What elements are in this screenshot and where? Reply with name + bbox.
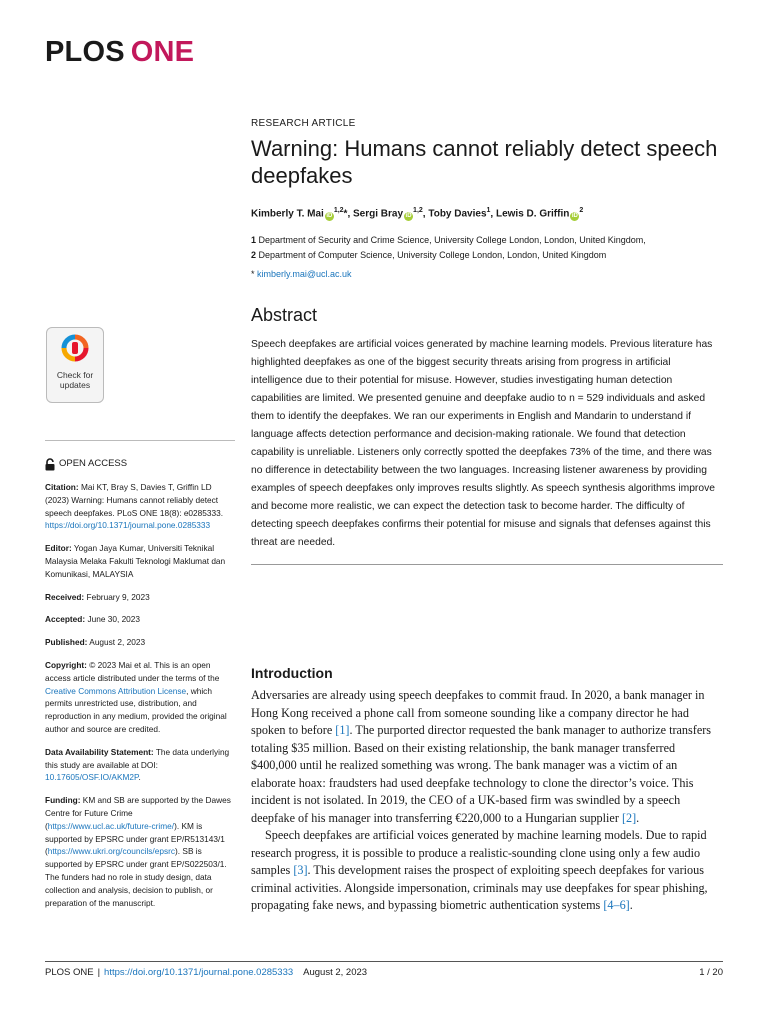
article-title: Warning: Humans cannot reliably detect speech deepfakes xyxy=(251,136,718,188)
check-for-updates-badge[interactable] xyxy=(46,327,104,403)
orcid-icon[interactable]: iD xyxy=(405,213,412,220)
footer-journal: PLOS ONE xyxy=(45,967,94,978)
published-date: August 2, 2023 xyxy=(89,637,146,648)
introduction-heading: Introduction xyxy=(251,665,333,681)
funding-block xyxy=(45,794,237,909)
footer-divider xyxy=(45,961,723,962)
abstract-divider xyxy=(251,564,723,565)
intro-text: . This development raises the prospect of exploiting speech deepfakes for various criminal activities. Alongside impersonation, criminals may use deepfakes for spear phishing, propagating fake news, and bypassing biometric authentication systems xyxy=(251,863,708,912)
intro-text: . The purported director requested the bank manager to authorize transfers totaling $35 million. Based on their existing relationship, the bank manager transferred $400,000 until he realized something was wrong. The bank manager was a victim of an elaborate hoax: fraudsters had used deepfake technology to clone the director’s voice. This incident is not isolated. In 2019, the CEO of a UK-based firm was swindled by a speech deepfake of his manager into transferring €220,000 to a Hungarian supplier xyxy=(251,723,712,825)
intro-text: . xyxy=(636,810,640,825)
editor-text: Yogan Jaya Kumar, Universiti Teknikal Malaysia Melaka Fakulti Teknologi Maklumat dan Komunikasi, MALAYSIA xyxy=(45,543,226,579)
accepted-block xyxy=(45,613,237,626)
introduction-section xyxy=(251,665,723,915)
orcid-icon[interactable]: iD xyxy=(326,213,333,220)
received-block xyxy=(45,591,237,604)
intro-paragraph xyxy=(251,687,723,827)
author-name[interactable]: Kimberly T. Mai xyxy=(251,208,324,220)
citation-label: Citation: xyxy=(45,482,79,492)
affiliation-item xyxy=(251,233,723,248)
intro-text: Speech deepfakes are artificial voices generated by machine learning models. Due to rapid research progress, it is possible to produce a realistic-sounding clone using only a few audio samples xyxy=(251,828,707,877)
received-label: Received: xyxy=(45,591,85,602)
badge-line1: Check for xyxy=(56,370,94,380)
funding-post: ). SB is supported by EPSRC under grant EP/S022503/1. The funders had no role in study design, data collection and analysis, decision to publish, or preparation of the manuscript. xyxy=(45,846,227,908)
badge-label xyxy=(47,370,103,390)
affiliation-text: Department of Security and Crime Science, University College London, London, United Kingdom, xyxy=(258,235,646,246)
affiliation-num: 2 xyxy=(251,250,257,261)
abstract-text: Speech deepfakes are artificial voices generated by machine learning models. Previous literature has highlighted deepfakes as one of the biggest security threats arising from progress in artificial intelligence due to their potential for misuse. However, studies investigating human detection capabilities are limited. We presented genuine and deepfake audio to n = 529 individuals and asked them to identify the deepfakes. We ran our experiments in English and Mandarin to understand if language affects detection performance and decision-making rationale. We found that detection capability is unreliable. Listeners only correctly spotted the deepfakes 73% of the time, and there was no difference in detectability between the two languages. Increasing listener awareness by providing examples of speech deepfakes only improves results slightly. As speech synthesis algorithms improve and become more realistic, we can expect the detection task to become harder. The difficulty of detecting speech deepfakes confirms their potential for misuse and signals that defenses against this threat are needed. xyxy=(251,339,715,549)
author-affil-sup: 1 xyxy=(486,207,491,214)
journal-logo[interactable] xyxy=(45,36,194,69)
open-access-text: OPEN ACCESS xyxy=(59,458,128,470)
article-info-sidebar xyxy=(45,458,237,919)
published-block xyxy=(45,636,237,649)
email-mark: * xyxy=(251,269,255,280)
funding-link-ucl[interactable]: https://www.ucl.ac.uk/future-crime/ xyxy=(47,820,175,831)
data-availability-post: . xyxy=(138,772,141,783)
footer-doi-link[interactable]: https://doi.org/10.1371/journal.pone.0285333 xyxy=(104,967,294,978)
published-label: Published: xyxy=(45,637,88,648)
corresponding-mark: * xyxy=(343,208,348,220)
accepted-date: June 30, 2023 xyxy=(87,614,141,625)
editor-block xyxy=(45,542,237,580)
data-availability-pre: The data underlying this study are available at DOI: xyxy=(45,746,230,770)
orcid-icon[interactable]: iD xyxy=(571,213,578,220)
footer-separator: | xyxy=(97,967,101,978)
copyright-pre: © 2023 Mai et al. This is an open access article distributed under the terms of the xyxy=(45,659,220,683)
affiliation-num: 1 xyxy=(251,235,257,246)
abstract-heading: Abstract xyxy=(251,305,318,326)
author-name[interactable]: Toby Davies xyxy=(428,208,487,220)
data-doi-link[interactable]: 10.17605/OSF.IO/AKM2P xyxy=(45,772,139,783)
author-affil-sup: 1,2 xyxy=(333,207,344,214)
article-main xyxy=(251,118,723,565)
introduction-body xyxy=(251,687,723,915)
badge-line2: updates xyxy=(59,380,91,390)
email-link[interactable]: kimberly.mai@ucl.ac.uk xyxy=(257,269,352,280)
footer-left xyxy=(45,967,371,978)
citation-doi-link[interactable]: https://doi.org/10.1371/journal.pone.0285333 xyxy=(45,520,211,531)
author-name[interactable]: Lewis D. Griffin xyxy=(495,208,570,220)
affiliations xyxy=(251,233,723,263)
page-number: 1 / 20 xyxy=(699,967,723,978)
sidebar-divider xyxy=(45,440,235,441)
data-availability-block xyxy=(45,746,237,784)
citation-text: Mai KT, Bray S, Davies T, Griffin LD (2023) Warning: Humans cannot reliably detect speech deepfakes. PLoS ONE 18(8): e0285333. xyxy=(45,482,224,518)
editor-label: Editor: xyxy=(45,543,72,554)
check-for-updates-icon xyxy=(61,334,89,362)
reference-link[interactable]: [2] xyxy=(621,810,637,825)
corresponding-email xyxy=(251,269,723,279)
funding-mid: ). KM is supported by EPSRC under grant EP/R513143/1 ( xyxy=(45,820,225,857)
funding-link-ukri[interactable]: https://www.ukri.org/councils/epsrc xyxy=(47,846,176,857)
reference-link[interactable]: [4–6] xyxy=(603,898,630,912)
intro-text: Adversaries are already using speech deepfakes to commit fraud. In 2020, a bank manager in Hong Kong received a phone call from someone sounding like a company director he had spoken to before xyxy=(251,688,705,737)
reference-link[interactable]: [3] xyxy=(293,863,308,877)
received-date: February 9, 2023 xyxy=(86,591,150,602)
reference-link[interactable]: [1] xyxy=(335,723,350,737)
open-access-lock-icon xyxy=(45,458,55,471)
author-affil-sup: 2 xyxy=(579,207,584,214)
intro-paragraph xyxy=(251,827,723,915)
logo-plos: PLOS xyxy=(45,36,125,68)
copyright-label: Copyright: xyxy=(45,659,87,670)
license-link[interactable]: Creative Commons Attribution License xyxy=(45,685,187,696)
article-type: RESEARCH ARTICLE xyxy=(251,118,356,129)
affiliation-item xyxy=(251,248,723,263)
page-footer xyxy=(45,967,723,978)
logo-one: ONE xyxy=(130,36,195,68)
data-availability-label: Data Availability Statement: xyxy=(45,746,154,757)
author-affil-sup: 1,2 xyxy=(413,207,423,214)
footer-date: August 2, 2023 xyxy=(303,967,368,978)
open-access-label xyxy=(45,458,237,471)
author-name[interactable]: Sergi Bray xyxy=(353,208,404,220)
affiliation-text: Department of Computer Science, University College London, London, United Kingdom xyxy=(258,250,607,261)
funding-label: Funding: xyxy=(45,795,81,806)
intro-text: . xyxy=(629,898,633,912)
author-list: Kimberly T. Mai iD$^{1,2}$*, Sergi Bray iD$^{1,2}$, Toby Davies$^1$, Lewis D. Griffin $iD^2$ xyxy=(251,207,584,220)
copyright-post: , which permits unrestricted use, distribution, and reproduction in any medium, provided the original author and source are credited. xyxy=(45,685,227,734)
copyright-block xyxy=(45,659,237,736)
citation-block xyxy=(45,481,237,532)
funding-pre: KM and SB are supported by the Dawes Centre for Future Crime ( xyxy=(45,795,231,831)
accepted-label: Accepted: xyxy=(45,614,86,625)
